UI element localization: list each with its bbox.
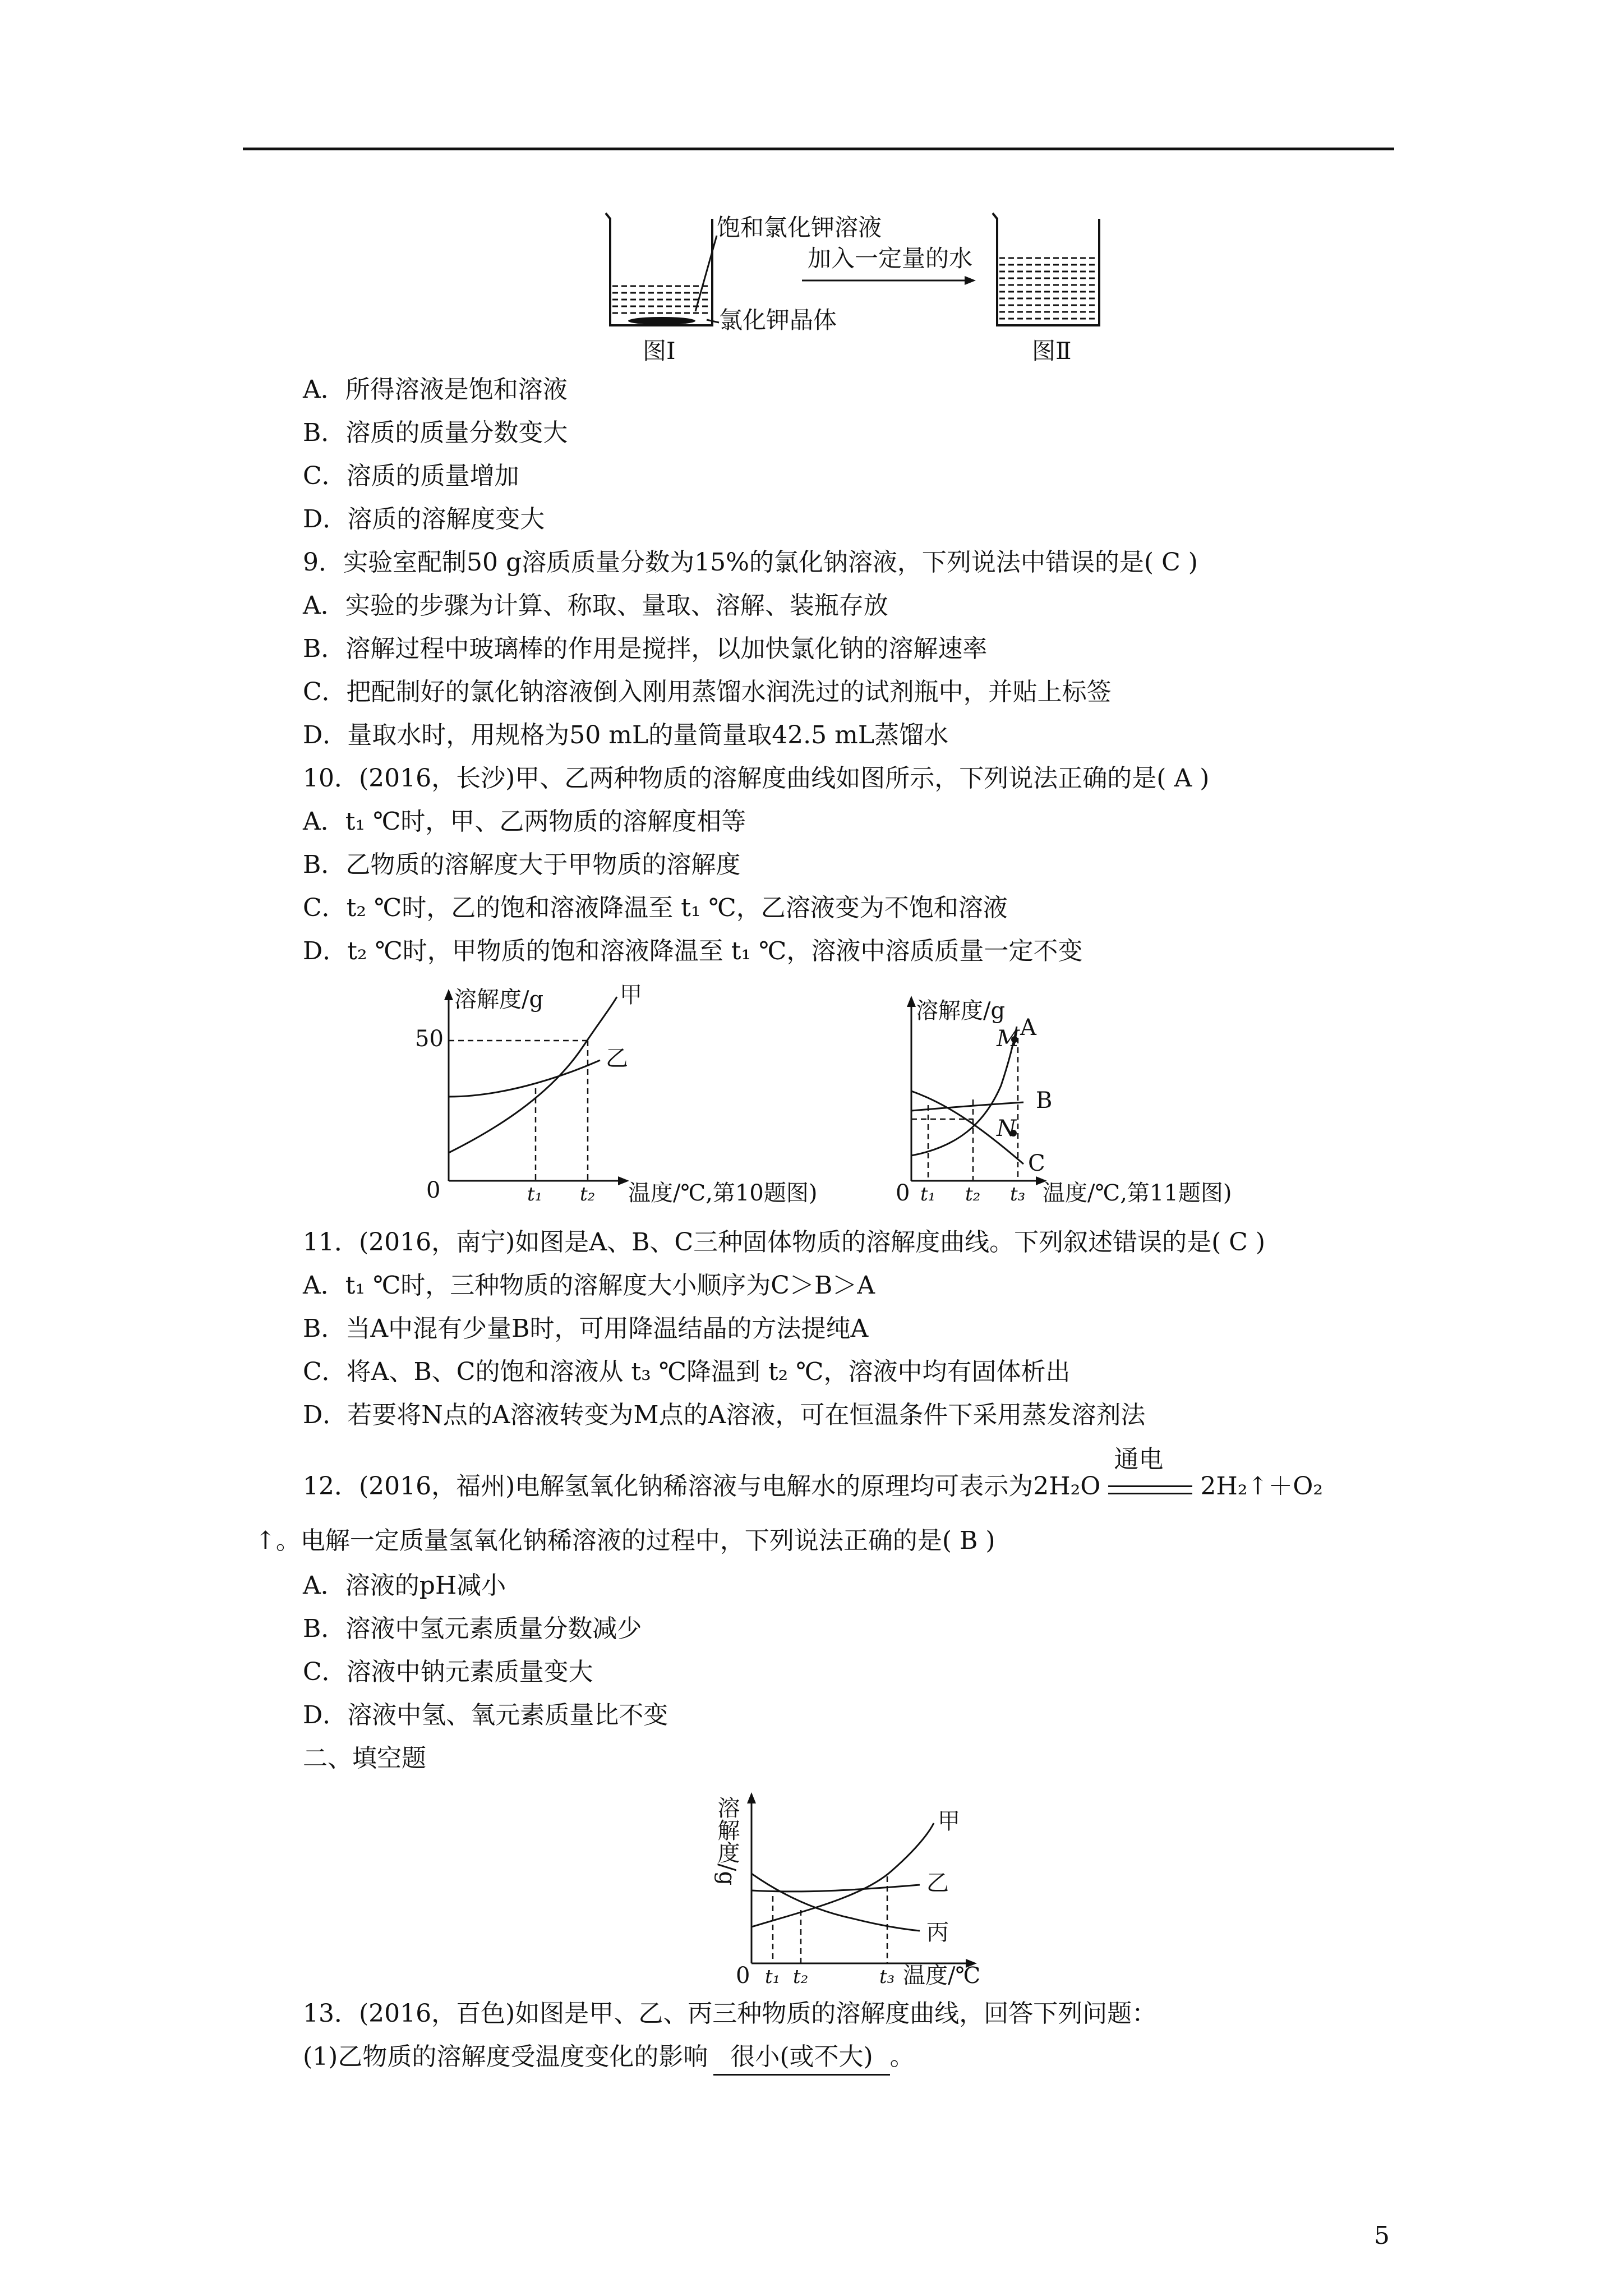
condition-label: 通电 <box>1114 1445 1164 1474</box>
chart11-xlabel: 温度/℃,第11题图) <box>1043 1180 1232 1206</box>
chart10-ylabel: 溶解度/g <box>454 987 544 1013</box>
header-rule <box>243 148 1394 150</box>
curve-yi <box>449 1060 600 1097</box>
chart11-curve-B: B <box>1036 1088 1053 1114</box>
chart11-t3: t₃ <box>1010 1183 1026 1205</box>
label-crystal: 氯化钾晶体 <box>719 306 837 334</box>
q10-stem: 10．(2016，长沙)甲、乙两种物质的溶解度曲线如图所示，下列说法正确的是( A ) <box>303 764 1210 793</box>
beaker-1 <box>606 213 719 325</box>
chart11-point-N: N <box>997 1116 1016 1142</box>
chart13-ylabel: 溶解度/g <box>714 1796 740 1886</box>
q11-option-a: A．t₁ ℃时，三种物质的溶解度大小顺序为C＞B＞A <box>303 1271 875 1300</box>
q11-option-b: B．当A中混有少量B时，可用降温结晶的方法提纯A <box>303 1314 869 1343</box>
chart11-curve-C: C <box>1028 1151 1045 1176</box>
section-heading: 二、填空题 <box>303 1744 426 1773</box>
chart13-t2: t₂ <box>793 1966 809 1988</box>
chart13-t3: t₃ <box>879 1966 895 1988</box>
q10-option-c: C．t₂ ℃时，乙的饱和溶液降温至 t₁ ℃，乙溶液变为不饱和溶液 <box>303 894 1008 922</box>
curve-jia <box>751 1823 934 1927</box>
q8-option-b: B．溶质的质量分数变大 <box>303 418 568 447</box>
q11-option-d: D．若要将N点的A溶液转变为M点的A溶液，可在恒温条件下采用蒸发溶剂法 <box>303 1401 1146 1429</box>
chart10-label-yi: 乙 <box>606 1046 628 1071</box>
q13-stem: 13．(2016，百色)如图是甲、乙、丙三种物质的溶解度曲线，回答下列问题： <box>303 1999 1157 2028</box>
curve-jia <box>449 997 617 1153</box>
q12-option-b: B．溶液中氢元素质量分数减少 <box>303 1614 642 1643</box>
chart11-curve-A: A <box>1020 1015 1036 1041</box>
q9-option-a: A．实验的步骤为计算、称取、量取、溶解、装瓶存放 <box>303 591 888 620</box>
q9-option-b: B．溶解过程中玻璃棒的作用是搅拌，以加快氯化钠的溶解速率 <box>303 634 988 663</box>
q11-stem: 11．(2016，南宁)如图是A、B、C三种固体物质的溶解度曲线。下列叙述错误的是( C ) <box>303 1228 1266 1257</box>
chart11-t1: t₁ <box>920 1183 936 1205</box>
chart13-xlabel: 温度/℃ <box>903 1963 981 1989</box>
arrow-label: 加入一定量的水 <box>808 245 973 272</box>
q8-option-c: C．溶质的质量增加 <box>303 462 519 490</box>
chart13-origin: 0 <box>736 1963 750 1989</box>
q10-option-b: B．乙物质的溶解度大于甲物质的溶解度 <box>303 850 741 879</box>
q12-stem-a: 12．(2016，福州)电解氢氧化钠稀溶液与电解水的原理均可表示为2H₂O <box>303 1472 1101 1501</box>
q10-option-a: A．t₁ ℃时，甲、乙两物质的溶解度相等 <box>303 807 746 836</box>
beaker-figure <box>594 202 1110 365</box>
label-saturated: 饱和氯化钾溶液 <box>717 214 882 241</box>
chart11-point-M: M <box>997 1026 1020 1052</box>
chart13-label-yi: 乙 <box>926 1870 949 1896</box>
q13-sub1-prefix: (1)乙物质的溶解度受温度变化的影响 <box>303 2042 708 2071</box>
chart10-t1: t₁ <box>527 1183 543 1205</box>
chart10-origin: 0 <box>426 1177 441 1203</box>
caption-fig2: 图Ⅱ <box>1032 337 1072 365</box>
page-number: 5 <box>1374 2221 1390 2250</box>
chart13-label-jia: 甲 <box>938 1809 960 1834</box>
q12-stem-b: 2H₂↑＋O₂ <box>1200 1472 1323 1501</box>
chart11-ylabel: 溶解度/g <box>916 998 1006 1024</box>
curve-bing <box>751 1874 920 1931</box>
chart11-origin: 0 <box>896 1180 910 1206</box>
curve-yi <box>751 1885 920 1892</box>
chart10-xlabel: 温度/℃,第10题图) <box>628 1180 818 1206</box>
q10-option-d: D．t₂ ℃时，甲物质的饱和溶液降温至 t₁ ℃，溶液中溶质质量一定不变 <box>303 937 1083 965</box>
q12-stem-line1 <box>303 1445 1323 1503</box>
q8-option-d: D．溶质的溶解度变大 <box>303 505 545 533</box>
q9-stem: 9．实验室配制50 g溶质质量分数为15%的氯化钠溶液，下列说法中错误的是( C ) <box>303 548 1198 577</box>
q12-option-a: A．溶液的pH减小 <box>303 1571 506 1600</box>
q13-sub1-answer: 很小(或不大) <box>713 2040 889 2076</box>
chart13-label-bing: 丙 <box>926 1920 949 1945</box>
q12-option-d: D．溶液中氢、氧元素质量比不变 <box>303 1701 668 1729</box>
chart13-t1: t₁ <box>765 1966 781 1988</box>
q12-option-c: C．溶液中钠元素质量变大 <box>303 1658 593 1686</box>
q12-stem-c: ↑。电解一定质量氢氧化钠稀溶液的过程中，下列说法正确的是( B ) <box>255 1526 995 1555</box>
q13-sub1-suffix: 。 <box>889 2042 915 2071</box>
q11-option-c: C．将A、B、C的饱和溶液从 t₃ ℃降温到 t₂ ℃，溶液中均有固体析出 <box>303 1358 1071 1386</box>
chart10-ytick-50: 50 <box>415 1026 444 1052</box>
chart10-t2: t₂ <box>580 1183 596 1205</box>
chart11-t2: t₂ <box>965 1183 981 1205</box>
chart-q13 <box>707 1789 1021 1991</box>
q13-sub1 <box>303 2040 915 2076</box>
q8-option-a: A．所得溶液是饱和溶液 <box>303 375 568 404</box>
q9-option-d: D．量取水时，用规格为50 mL的量筒量取42.5 mL蒸馏水 <box>303 721 949 749</box>
q9-option-c: C．把配制好的氯化钠溶液倒入刚用蒸馏水润洗过的试剂瓶中，并贴上标签 <box>303 678 1112 706</box>
electrolysis-condition <box>1108 1445 1192 1503</box>
beaker-2 <box>993 213 1099 325</box>
chart-q10 <box>415 984 920 1209</box>
caption-fig1: 图Ⅰ <box>643 337 676 365</box>
chart10-label-jia: 甲 <box>620 984 642 1008</box>
chart-q11 <box>889 996 1338 1214</box>
